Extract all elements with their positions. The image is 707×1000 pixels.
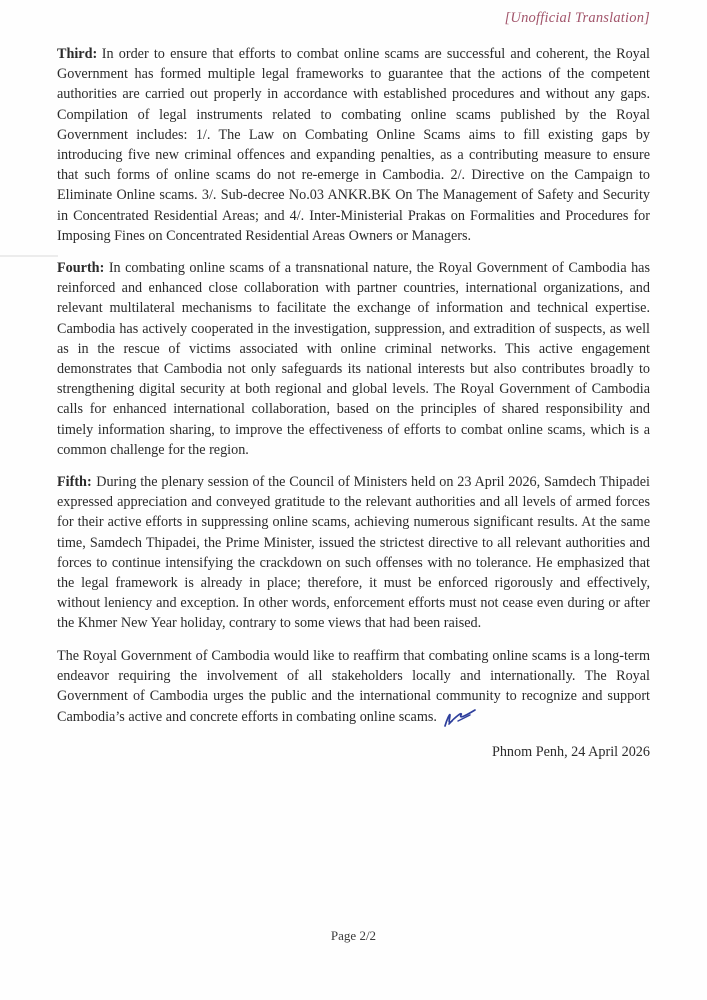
paragraph-fourth-text: In combating online scams of a transnational nature, the Royal Government of Cambodia has reinforced and enhanced close collaboration with partner countries, international organizations, and relevant multilateral mechanisms to facilitate the exchange of information and technical expertise. Cambodia has actively cooperated in the investigation, suppression, and extradition of suspects, as well as in the rescue of victims associated with online criminal networks. This active engagement demonstrates that Cambodia not only safeguards its national interests but also contributes broadly to strengthening digital security at both regional and global levels. The Royal Government of Cambodia calls for enhanced international collaboration, based on the principles of shared responsibility and timely information sharing, to improve the effectiveness of efforts to combat online scams, which is a common challenge for the region. — [57, 260, 650, 458]
unofficial-translation-tag: [Unofficial Translation] — [504, 10, 650, 26]
paragraph-third — [57, 44, 650, 246]
page-number: Page 2/2 — [330, 928, 377, 943]
paragraph-closing — [57, 646, 650, 731]
paragraph-closing-text: The Royal Government of Cambodia would like to reaffirm that combating online scams is a long-term endeavor requiring the involvement of all stakeholders locally and internationally. The Royal Government of Cambodia urges the public and the international community to recognize and support Cambodia’s active and concrete efforts in combating online scams. — [57, 647, 650, 726]
paragraph-fifth — [57, 472, 650, 634]
paragraph-fifth-text: During the plenary session of the Council of Ministers held on 23 April 2026, Samdech Thipadei expressed appreciation and conveyed gratitude to the relevant authorities and all levels of armed forces for their active efforts in suppressing online scams, achieving numerous significant results. At the same time, Samdech Thipadei, the Prime Minister, issued the strictest directive to all relevant authorities and forces to continue intensifying the crackdown on such offenses with no tolerance. He emphasized that the legal framework is already in place; therefore, it must be enforced rigorously and effectively, without leniency and exception. In other words, enforcement efforts must not cease even during or after the Khmer New Year holiday, contrary to some views that had been raised. — [57, 474, 650, 632]
paragraph-third-text: In order to ensure that efforts to combat online scams are successful and coherent, the Royal Government has formed multiple legal frameworks to guarantee that the actions of the competent authorities are carried out properly in accordance with established procedures and without any gaps. Compilation of legal instruments related to combating online scams published by the Royal Government includes: 1/. The Law on Combating Online Scams aims to fill existing gaps by introducing five new criminal offences and expanding penalties, as a contributing measure to ensure that such forms of online scams do not re-emerge in Cambodia. 2/. Directive on the Campaign to Eliminate Online scams. 3/. Sub-decree No.03 ANKR.BK On The Management of Safety and Security in Concentrated Residential Areas; and 4/. Inter-Ministerial Prakas on Formalities and Procedures for Imposing Fines on Concentrated Residential Areas Owners or Managers. — [57, 46, 650, 244]
document-body — [57, 44, 650, 763]
signature-scribble-icon — [439, 706, 481, 730]
scan-artifact-line — [0, 255, 58, 257]
paragraph-fourth — [57, 258, 650, 460]
place-date-line: Phnom Penh, 24 April 2026 — [491, 744, 650, 761]
paragraph-fifth-lead: Fifth: — [57, 474, 92, 491]
paragraph-third-lead: Third: — [57, 46, 98, 62]
paragraph-fourth-lead: Fourth: — [57, 260, 105, 277]
